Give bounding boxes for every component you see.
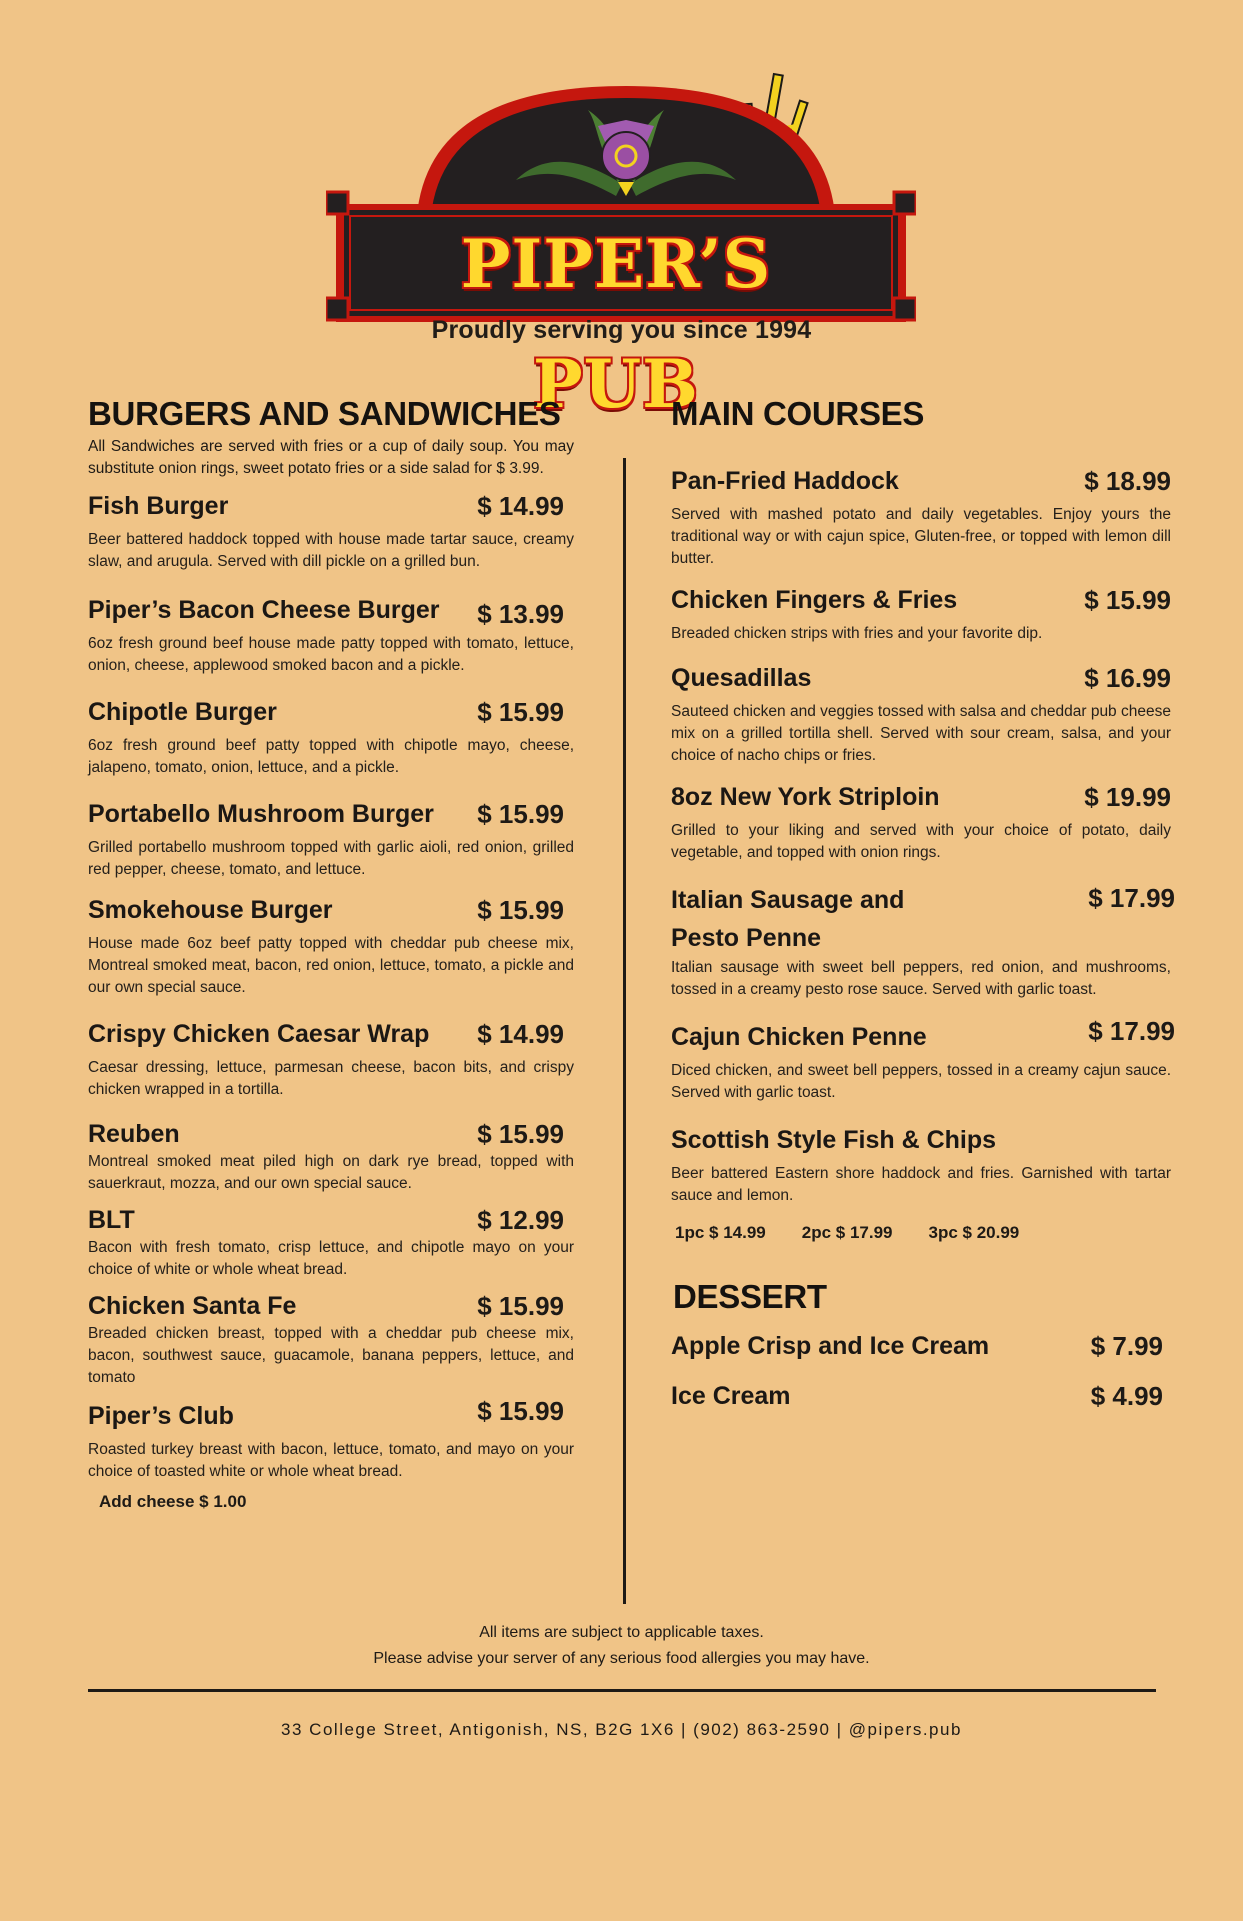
item-price: $ 12.99 (477, 1205, 564, 1235)
menu-item-fish-and-chips (671, 1123, 1171, 1207)
item-description: 6oz fresh ground beef patty topped with chipotle mayo, cheese, jalapeno, tomato, onion, lettuce, and a pickle. (88, 737, 574, 776)
fish-and-chips-piece-prices (671, 1223, 1171, 1243)
price-3pc: 3pc $ 20.99 (928, 1223, 1020, 1242)
item-price: $ 15.99 (477, 1396, 564, 1426)
item-name: BLT (88, 1206, 135, 1234)
section-title-dessert: DESSERT (673, 1278, 827, 1315)
item-price: $ 15.99 (477, 1119, 564, 1149)
item-name: Scottish Style Fish & Chips (671, 1126, 997, 1154)
item-description: Grilled portabello mushroom topped with garlic aioli, red onion, grilled red pepper, cheese, tomato, and lettuce. (88, 839, 574, 878)
item-description: 6oz fresh ground beef house made patty topped with tomato, lettuce, onion, cheese, applewood smoked bacon and a pickle. (88, 635, 574, 674)
menu-item-ice-cream (671, 1379, 1171, 1413)
item-price: $ 7.99 (1090, 1331, 1163, 1361)
item-price: $ 17.99 (1088, 1016, 1175, 1046)
item-price: $ 15.99 (477, 697, 564, 727)
add-cheese-note: Add cheese $ 1.00 (99, 1492, 247, 1511)
section-title-burgers: BURGERS AND SANDWICHES (88, 395, 561, 432)
menu-item-blt (88, 1203, 574, 1281)
section-title-main-courses: MAIN COURSES (671, 395, 925, 432)
item-price: $ 13.99 (477, 599, 564, 629)
item-price: $ 14.99 (477, 491, 564, 521)
item-name: Chipotle Burger (88, 698, 277, 726)
menu-item-chipotle-burger (88, 695, 574, 779)
item-price: $ 14.99 (477, 1019, 564, 1049)
menu-item-quesadillas (671, 661, 1171, 767)
footer-divider (88, 1689, 1156, 1692)
column-divider (623, 458, 626, 1604)
item-name: Fish Burger (88, 492, 229, 520)
menu-item-pipers-club (88, 1396, 574, 1483)
item-name: Pan-Fried Haddock (671, 467, 899, 495)
item-description: Beer battered haddock topped with house made tartar sauce, creamy slaw, and arugula. Served with dill pickle on a grilled bun. (88, 531, 574, 570)
item-description: Roasted turkey breast with bacon, lettuce, tomato, and mayo on your choice of toasted white or whole wheat bread. (88, 1441, 574, 1480)
item-name: Piper’s Bacon Cheese Burger (88, 596, 440, 624)
item-price: $ 15.99 (477, 799, 564, 829)
allergy-note: Please advise your server of any serious food allergies you may have. (373, 1650, 870, 1667)
menu-item-portabello-burger (88, 797, 574, 881)
burgers-intro: All Sandwiches are served with fries or a cup of daily soup. You may substitute onion rings, sweet potato fries or a side salad for $ 3.99. (88, 438, 574, 477)
item-name: Italian Sausage and Pesto Penne (671, 886, 905, 952)
item-name: Smokehouse Burger (88, 896, 333, 924)
menu-item-pan-fried-haddock (671, 464, 1171, 570)
item-description: Breaded chicken strips with fries and your favorite dip. (671, 625, 1043, 642)
item-description: Sauteed chicken and veggies tossed with salsa and cheddar pub cheese mix on a grilled tortilla shell. Served with sour cream, salsa, and your choice of nacho chips or fries. (671, 703, 1171, 764)
item-price: $ 15.99 (477, 1291, 564, 1321)
item-name: Chicken Fingers & Fries (671, 586, 958, 614)
item-name: Apple Crisp and Ice Cream (671, 1332, 990, 1360)
item-name: Quesadillas (671, 664, 812, 692)
menu-item-chicken-fingers (671, 583, 1171, 645)
item-description: House made 6oz beef patty topped with cheddar pub cheese mix, Montreal smoked meat, bacon, red onion, lettuce, tomato, a pickle and our own special sauce. (88, 935, 574, 996)
item-description: Grilled to your liking and served with your choice of potato, daily vegetable, and topped with onion rings. (671, 822, 1171, 861)
item-price: $ 4.99 (1090, 1381, 1163, 1411)
item-description: Bacon with fresh tomato, crisp lettuce, and chipotle mayo on your choice of white or whole wheat bread. (88, 1239, 574, 1278)
menu-item-fish-burger (88, 489, 574, 573)
tax-note: All items are subject to applicable taxes. (479, 1624, 764, 1641)
item-price: $ 15.99 (1084, 585, 1171, 615)
item-name: Portabello Mushroom Burger (88, 800, 434, 828)
item-name: Crispy Chicken Caesar Wrap (88, 1020, 430, 1048)
item-description: Montreal smoked meat piled high on dark rye bread, topped with sauerkraut, mozza, and our own special sauce. (88, 1153, 574, 1192)
menu-item-reuben (88, 1117, 574, 1195)
logo-wordmark: PIPER’S PUB (460, 225, 772, 423)
menu-item-striploin (671, 780, 1171, 864)
item-description: Beer battered Eastern shore haddock and fries. Garnished with tartar sauce and lemon. (671, 1165, 1171, 1204)
item-description: Served with mashed potato and daily vegetables. Enjoy yours the traditional way or with cajun spice, Gluten-free, or topped with lemon dill butter. (671, 506, 1171, 567)
menu-item-smokehouse-burger (88, 893, 574, 999)
menu-item-cajun-penne (671, 1016, 1175, 1104)
price-1pc: 1pc $ 14.99 (675, 1223, 766, 1242)
price-2pc: 2pc $ 17.99 (801, 1223, 893, 1242)
item-description: Diced chicken, and sweet bell peppers, tossed in a creamy cajun sauce. Served with garlic toast. (671, 1062, 1171, 1101)
item-price: $ 18.99 (1084, 466, 1171, 496)
item-price: $ 19.99 (1084, 782, 1171, 812)
main-courses-section (671, 394, 1175, 1413)
item-price: $ 17.99 (1088, 883, 1175, 913)
item-price: $ 16.99 (1084, 663, 1171, 693)
item-name: Piper’s Club (88, 1402, 234, 1430)
footer-contact: 33 College Street, Antigonish, NS, B2G 1X6 | (902) 863-2590 | @pipers.pub (281, 1720, 962, 1739)
item-name: 8oz New York Striploin (671, 783, 940, 811)
menu-item-apple-crisp (671, 1329, 1171, 1363)
item-price: $ 15.99 (477, 895, 564, 925)
item-name: Ice Cream (671, 1382, 791, 1410)
menu-item-sausage-penne (671, 881, 1175, 1001)
item-name: Chicken Santa Fe (88, 1292, 297, 1320)
burgers-section (88, 394, 574, 1512)
tagline: Proudly serving you since 1994 (431, 316, 812, 344)
item-description: Breaded chicken breast, topped with a cheddar pub cheese mix, bacon, southwest sauce, guacamole, banana peppers, lettuce, and tomato (88, 1325, 574, 1386)
item-description: Italian sausage with sweet bell peppers, red onion, and mushrooms, tossed in a creamy pesto rose sauce. Served with garlic toast. (671, 959, 1171, 998)
menu-item-bacon-cheese-burger (88, 593, 574, 677)
item-name: Reuben (88, 1120, 180, 1148)
menu-item-chicken-santa-fe (88, 1289, 574, 1389)
item-description: Caesar dressing, lettuce, parmesan cheese, bacon bits, and crispy chicken wrapped in a tortilla. (88, 1059, 574, 1098)
menu-item-caesar-wrap (88, 1017, 574, 1101)
menu-notes (0, 1620, 1243, 1672)
item-name: Cajun Chicken Penne (671, 1023, 927, 1051)
